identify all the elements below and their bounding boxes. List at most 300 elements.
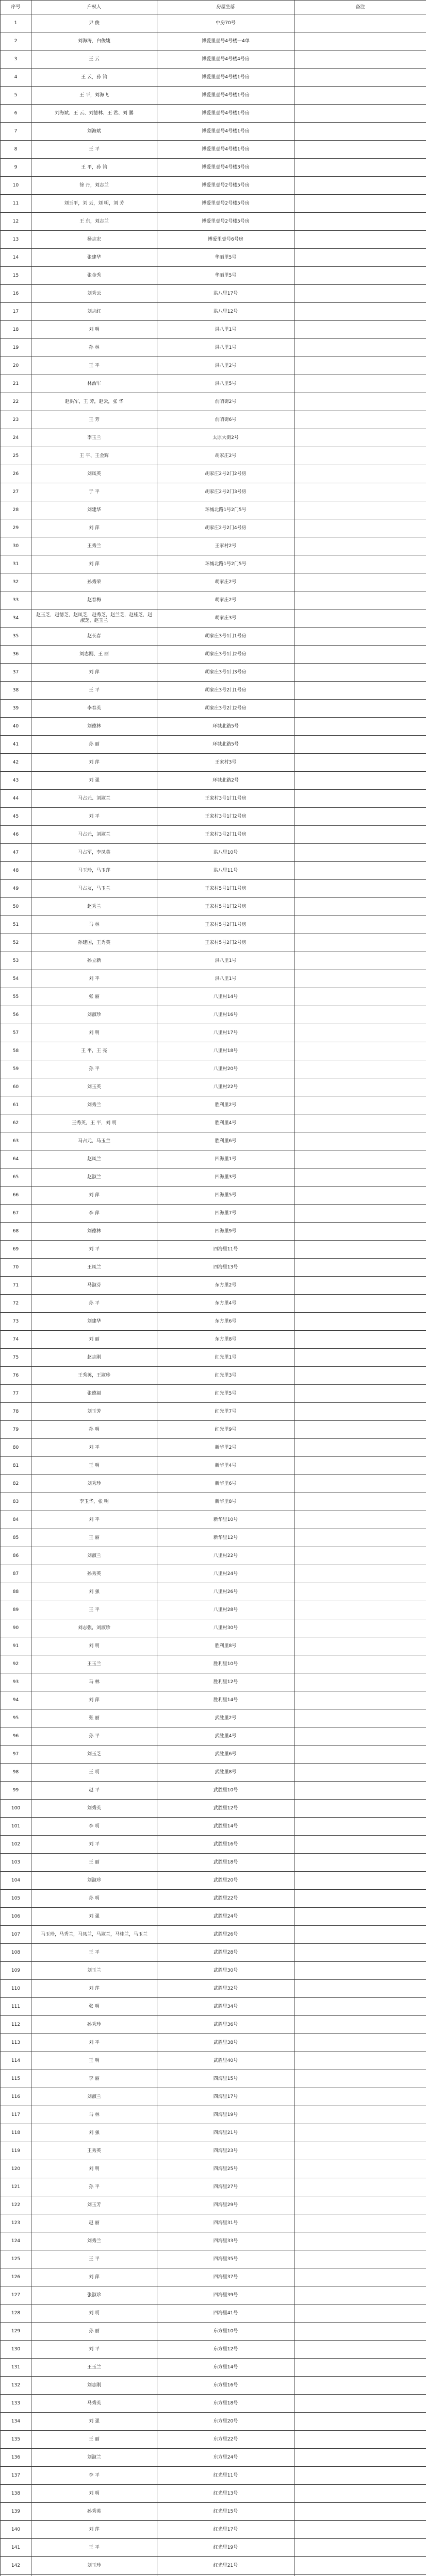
- cell-seq: 57: [1, 1024, 31, 1042]
- cell-seq: 126: [1, 2268, 31, 2286]
- cell-owner: 王 明: [31, 1764, 157, 1782]
- cell-owner: 王 平: [31, 141, 157, 159]
- cell-house-location: 八里村30号: [157, 1619, 294, 1637]
- table-row: [1, 519, 426, 537]
- cell-seq: 50: [1, 898, 31, 916]
- table-row: [1, 628, 426, 646]
- cell-remark: [294, 2142, 426, 2160]
- table-row: [1, 159, 426, 177]
- cell-remark: [294, 2449, 426, 2467]
- cell-house-location: 东方里6号: [157, 1313, 294, 1331]
- cell-remark: [294, 2160, 426, 2178]
- table-row: [1, 970, 426, 988]
- cell-remark: [294, 411, 426, 429]
- table-row: [1, 2413, 426, 2431]
- cell-remark: [294, 393, 426, 411]
- cell-seq: 95: [1, 1709, 31, 1727]
- cell-house-location: 武胜里2号: [157, 1709, 294, 1727]
- cell-seq: 134: [1, 2413, 31, 2431]
- cell-remark: [294, 664, 426, 682]
- cell-remark: [294, 483, 426, 501]
- cell-owner: 王 平，刘海飞: [31, 87, 157, 105]
- cell-remark: [294, 32, 426, 50]
- cell-seq: 22: [1, 393, 31, 411]
- cell-house-location: 胡家庄2号: [157, 591, 294, 609]
- table-row: [1, 1854, 426, 1872]
- table-row: [1, 2449, 426, 2467]
- cell-seq: 116: [1, 2088, 31, 2106]
- cell-owner: 孙 平: [31, 1727, 157, 1745]
- cell-seq: 91: [1, 1637, 31, 1655]
- cell-owner: 马占军，李凤英: [31, 844, 157, 862]
- cell-seq: 4: [1, 69, 31, 87]
- cell-seq: 136: [1, 2449, 31, 2467]
- cell-house-location: 东方里8号: [157, 1331, 294, 1349]
- cell-seq: 117: [1, 2106, 31, 2124]
- table-row: [1, 2232, 426, 2250]
- cell-seq: 86: [1, 1547, 31, 1565]
- cell-house-location: 武胜里16号: [157, 1836, 294, 1854]
- cell-house-location: 新华里6号: [157, 1475, 294, 1493]
- cell-seq: 21: [1, 375, 31, 393]
- table-row: [1, 1926, 426, 1944]
- table-row: [1, 105, 426, 123]
- cell-owner: 王 丽: [31, 1854, 157, 1872]
- cell-house-location: 洪八里12号: [157, 303, 294, 321]
- cell-remark: [294, 501, 426, 519]
- cell-seq: 61: [1, 1096, 31, 1114]
- cell-seq: 124: [1, 2232, 31, 2250]
- cell-remark: [294, 267, 426, 285]
- header-owner: 户权人: [31, 1, 157, 14]
- table-row: [1, 700, 426, 718]
- cell-owner: 孙 丽: [31, 736, 157, 754]
- cell-remark: [294, 123, 426, 141]
- cell-seq: 56: [1, 1006, 31, 1024]
- cell-owner: 刘 强: [31, 1583, 157, 1601]
- cell-remark: [294, 2323, 426, 2341]
- cell-seq: 66: [1, 1187, 31, 1205]
- cell-seq: 84: [1, 1511, 31, 1529]
- cell-remark: [294, 375, 426, 393]
- table-row: [1, 682, 426, 700]
- cell-seq: 30: [1, 537, 31, 555]
- cell-remark: [294, 718, 426, 736]
- cell-remark: [294, 1583, 426, 1601]
- cell-remark: [294, 1006, 426, 1024]
- cell-seq: 69: [1, 1241, 31, 1259]
- cell-house-location: 八里村20号: [157, 1060, 294, 1078]
- cell-owner: 赵玉芝，赵德芝，赵凤芝，赵秀芝，赵兰芝，赵桂芝，赵淑芝，赵玉兰: [31, 609, 157, 628]
- cell-owner: 刘秀云: [31, 285, 157, 303]
- cell-house-location: 武胜里24号: [157, 1908, 294, 1926]
- cell-seq: 41: [1, 736, 31, 754]
- table-row: [1, 50, 426, 69]
- cell-house-location: 四海里31号: [157, 2214, 294, 2232]
- cell-house-location: 博爱里壹号4号楼1号房: [157, 141, 294, 159]
- cell-remark: [294, 988, 426, 1006]
- cell-seq: 63: [1, 1132, 31, 1150]
- cell-remark: [294, 1132, 426, 1150]
- cell-remark: [294, 1367, 426, 1385]
- table-row: [1, 195, 426, 213]
- table-row: [1, 1024, 426, 1042]
- cell-owner: 张金秀: [31, 267, 157, 285]
- cell-remark: [294, 2070, 426, 2088]
- cell-remark: [294, 898, 426, 916]
- cell-seq: 29: [1, 519, 31, 537]
- cell-house-location: 四海里7号: [157, 1205, 294, 1223]
- cell-house-location: 武胜里38号: [157, 2034, 294, 2052]
- cell-seq: 44: [1, 790, 31, 808]
- cell-house-location: 武胜里8号: [157, 1764, 294, 1782]
- cell-owner: 刘凤英: [31, 465, 157, 483]
- cell-owner: 刘玉兰: [31, 1962, 157, 1980]
- table-row: [1, 2124, 426, 2142]
- cell-remark: [294, 1601, 426, 1619]
- cell-remark: [294, 1114, 426, 1132]
- cell-owner: 刘 明: [31, 2304, 157, 2323]
- cell-house-location: 红光里21号: [157, 2557, 294, 2575]
- cell-seq: 119: [1, 2142, 31, 2160]
- cell-owner: 刘 平: [31, 1836, 157, 1854]
- table-row: [1, 1006, 426, 1024]
- cell-owner: 刘 萍: [31, 2521, 157, 2539]
- table-row: [1, 2503, 426, 2521]
- cell-owner: 王 丽: [31, 2431, 157, 2449]
- cell-owner: 赵志刚: [31, 1349, 157, 1367]
- cell-owner: 马占元、刘淑兰: [31, 790, 157, 808]
- cell-owner: 刘 平: [31, 1241, 157, 1259]
- cell-seq: 79: [1, 1421, 31, 1439]
- cell-house-location: 东方里22号: [157, 2431, 294, 2449]
- cell-house-location: 红光里5号: [157, 1385, 294, 1403]
- table-row: [1, 790, 426, 808]
- cell-seq: 108: [1, 1944, 31, 1962]
- cell-remark: [294, 2214, 426, 2232]
- cell-house-location: 环城北路2号: [157, 772, 294, 790]
- cell-house-location: 胜利里10号: [157, 1655, 294, 1673]
- cell-remark: [294, 1691, 426, 1709]
- cell-remark: [294, 2304, 426, 2323]
- cell-seq: 23: [1, 411, 31, 429]
- cell-seq: 8: [1, 141, 31, 159]
- cell-remark: [294, 1259, 426, 1277]
- cell-house-location: 四海里13号: [157, 1259, 294, 1277]
- cell-seq: 123: [1, 2214, 31, 2232]
- cell-owner: 刘 明: [31, 321, 157, 339]
- cell-house-location: 胡家庄2号2门3号房: [157, 483, 294, 501]
- cell-owner: 王 平: [31, 2250, 157, 2268]
- cell-house-location: 王家村5号1门2号房: [157, 898, 294, 916]
- cell-house-location: 胡家庄3号1门3号房: [157, 664, 294, 682]
- cell-seq: 96: [1, 1727, 31, 1745]
- cell-seq: 43: [1, 772, 31, 790]
- cell-owner: 刘 平: [31, 2034, 157, 2052]
- cell-owner: 刘玉芳: [31, 2196, 157, 2214]
- cell-house-location: 东方里20号: [157, 2413, 294, 2431]
- cell-remark: [294, 1745, 426, 1764]
- table-row: [1, 1132, 426, 1150]
- cell-owner: 王玉兰: [31, 1655, 157, 1673]
- cell-remark: [294, 1529, 426, 1547]
- table-row: [1, 1096, 426, 1114]
- cell-seq: 71: [1, 1277, 31, 1295]
- cell-owner: 刘 丽: [31, 1331, 157, 1349]
- cell-house-location: 武胜里32号: [157, 1980, 294, 1998]
- table-row: [1, 2323, 426, 2341]
- table-row: [1, 177, 426, 195]
- cell-remark: [294, 736, 426, 754]
- table-row: [1, 1295, 426, 1313]
- cell-remark: [294, 2485, 426, 2503]
- cell-owner: 赵凤兰: [31, 1150, 157, 1168]
- cell-seq: 42: [1, 754, 31, 772]
- cell-house-location: 胜利里4号: [157, 1114, 294, 1132]
- cell-owner: 徐 丹，刘志兰: [31, 177, 157, 195]
- cell-remark: [294, 2557, 426, 2575]
- cell-owner: 杨志宏: [31, 231, 157, 249]
- cell-house-location: 四海里39号: [157, 2286, 294, 2304]
- cell-owner: 刘海斌: [31, 123, 157, 141]
- cell-remark: [294, 105, 426, 123]
- table-row: [1, 69, 426, 87]
- cell-owner: 刘淑珍: [31, 1006, 157, 1024]
- table-row: [1, 2196, 426, 2214]
- cell-seq: 9: [1, 159, 31, 177]
- cell-owner: 王 平: [31, 682, 157, 700]
- cell-remark: [294, 2467, 426, 2485]
- cell-remark: [294, 952, 426, 970]
- cell-owner: 林治军: [31, 375, 157, 393]
- cell-house-location: 四海里9号: [157, 1223, 294, 1241]
- table-row: [1, 736, 426, 754]
- table-row: [1, 1601, 426, 1619]
- cell-seq: 125: [1, 2250, 31, 2268]
- cell-owner: 孙建国，王秀英: [31, 934, 157, 952]
- cell-owner: 刘淑兰: [31, 1547, 157, 1565]
- cell-house-location: 洪八里5号: [157, 375, 294, 393]
- cell-owner: 张 丽: [31, 988, 157, 1006]
- cell-owner: 刘 萍: [31, 2268, 157, 2286]
- cell-remark: [294, 1187, 426, 1205]
- table-row: [1, 2539, 426, 2557]
- cell-house-location: 四海里1号: [157, 1150, 294, 1168]
- cell-house-location: 环城北路5号: [157, 718, 294, 736]
- cell-house-location: 胜利里8号: [157, 1637, 294, 1655]
- cell-remark: [294, 1457, 426, 1475]
- cell-house-location: 博爱里壹号4号楼4号房: [157, 50, 294, 69]
- cell-owner: 刘玉珍: [31, 2557, 157, 2575]
- cell-owner: 王 平、王金辉: [31, 447, 157, 465]
- table-row: [1, 14, 426, 32]
- cell-house-location: 洪八里1号: [157, 970, 294, 988]
- table-row: [1, 213, 426, 231]
- cell-remark: [294, 754, 426, 772]
- table-row: [1, 2052, 426, 2070]
- table-row: [1, 2214, 426, 2232]
- cell-owner: 孙 明: [31, 1421, 157, 1439]
- cell-seq: 111: [1, 1998, 31, 2016]
- cell-house-location: 武胜里40号: [157, 2052, 294, 2070]
- table-row: [1, 1565, 426, 1583]
- table-row: [1, 988, 426, 1006]
- cell-house-location: 四海里27号: [157, 2178, 294, 2196]
- cell-seq: 98: [1, 1764, 31, 1782]
- cell-owner: 刘海斌、王 云、刘德林、王 君、刘 鹏: [31, 105, 157, 123]
- cell-house-location: 环城北路5号: [157, 736, 294, 754]
- cell-house-location: 博爱里壹号4号楼1号房: [157, 87, 294, 105]
- cell-house-location: 八里村17号: [157, 1024, 294, 1042]
- cell-house-location: 胜利里12号: [157, 1673, 294, 1691]
- table-row: [1, 339, 426, 357]
- table-row: [1, 1944, 426, 1962]
- cell-house-location: 博爱里壹号6号房: [157, 231, 294, 249]
- cell-house-location: 四海里33号: [157, 2232, 294, 2250]
- cell-remark: [294, 1800, 426, 1818]
- cell-house-location: 洪八里1号: [157, 321, 294, 339]
- cell-owner: 张德福: [31, 1385, 157, 1403]
- table-row: [1, 2250, 426, 2268]
- cell-seq: 26: [1, 465, 31, 483]
- cell-seq: 52: [1, 934, 31, 952]
- cell-remark: [294, 1295, 426, 1313]
- table-row: [1, 2377, 426, 2395]
- table-row: [1, 231, 426, 249]
- cell-owner: 李玉华，张 明: [31, 1493, 157, 1511]
- cell-owner: 王秀英，王 平，刘 明: [31, 1114, 157, 1132]
- cell-owner: 刘德林: [31, 718, 157, 736]
- table-row: [1, 1890, 426, 1908]
- table-row: [1, 285, 426, 303]
- cell-owner: 李 丽: [31, 2070, 157, 2088]
- cell-house-location: 博爱里壹号4号楼1号房: [157, 69, 294, 87]
- cell-house-location: 红光里13号: [157, 2485, 294, 2503]
- cell-seq: 49: [1, 880, 31, 898]
- cell-remark: [294, 790, 426, 808]
- cell-owner: 马 林: [31, 1673, 157, 1691]
- cell-owner: 刘志强，刘淑珍: [31, 1619, 157, 1637]
- cell-house-location: 东方里24号: [157, 2449, 294, 2467]
- cell-owner: 赵春梅: [31, 591, 157, 609]
- cell-house-location: 环城北路1号2门5号: [157, 501, 294, 519]
- cell-seq: 83: [1, 1493, 31, 1511]
- cell-house-location: 博爱里壹号4号楼3号房: [157, 159, 294, 177]
- cell-seq: 59: [1, 1060, 31, 1078]
- table-row: [1, 267, 426, 285]
- cell-remark: [294, 1060, 426, 1078]
- table-row: [1, 826, 426, 844]
- table-row: [1, 573, 426, 591]
- cell-seq: 64: [1, 1150, 31, 1168]
- cell-seq: 132: [1, 2377, 31, 2395]
- cell-owner: 于 平: [31, 483, 157, 501]
- cell-seq: 99: [1, 1782, 31, 1800]
- table-row: [1, 555, 426, 573]
- cell-owner: 马占元，马玉兰: [31, 1132, 157, 1150]
- cell-remark: [294, 1331, 426, 1349]
- cell-house-location: 四海里3号: [157, 1168, 294, 1187]
- table-row: [1, 1403, 426, 1421]
- cell-remark: [294, 2341, 426, 2359]
- cell-remark: [294, 1926, 426, 1944]
- table-row: [1, 1349, 426, 1367]
- cell-seq: 93: [1, 1673, 31, 1691]
- cell-remark: [294, 1673, 426, 1691]
- table-row: [1, 357, 426, 375]
- table-row: [1, 2268, 426, 2286]
- table-row: [1, 1259, 426, 1277]
- cell-seq: 65: [1, 1168, 31, 1187]
- cell-owner: 刘秀英: [31, 1800, 157, 1818]
- cell-remark: [294, 1944, 426, 1962]
- cell-seq: 77: [1, 1385, 31, 1403]
- cell-seq: 73: [1, 1313, 31, 1331]
- cell-seq: 3: [1, 50, 31, 69]
- cell-house-location: 武胜里6号: [157, 1745, 294, 1764]
- cell-remark: [294, 573, 426, 591]
- cell-owner: 孙秀珍: [31, 2016, 157, 2034]
- cell-seq: 97: [1, 1745, 31, 1764]
- cell-house-location: 王家村5号2门2号房: [157, 934, 294, 952]
- table-row: [1, 609, 426, 628]
- cell-owner: 孙立新: [31, 952, 157, 970]
- cell-owner: 王玉兰: [31, 2359, 157, 2377]
- cell-owner: 刘建华: [31, 501, 157, 519]
- cell-remark: [294, 1908, 426, 1926]
- cell-owner: 刘 平: [31, 1439, 157, 1457]
- cell-owner: 张淑珍: [31, 2286, 157, 2304]
- cell-house-location: 新华里4号: [157, 1457, 294, 1475]
- table-row: [1, 141, 426, 159]
- cell-owner: 李春英: [31, 700, 157, 718]
- cell-seq: 25: [1, 447, 31, 465]
- cell-house-location: 洪八里1号: [157, 952, 294, 970]
- table-row: [1, 1727, 426, 1745]
- cell-owner: 刘 明: [31, 1637, 157, 1655]
- cell-owner: 赵 丽: [31, 2214, 157, 2232]
- cell-owner: 刘 明: [31, 2485, 157, 2503]
- cell-owner: 王 云: [31, 50, 157, 69]
- table-row: [1, 1782, 426, 1800]
- cell-house-location: 红光里17号: [157, 2521, 294, 2539]
- table-row: [1, 1709, 426, 1727]
- cell-house-location: 四海里37号: [157, 2268, 294, 2286]
- cell-house-location: 胡家庄2号2门2号房: [157, 465, 294, 483]
- table-row: [1, 1818, 426, 1836]
- cell-seq: 130: [1, 2341, 31, 2359]
- cell-seq: 13: [1, 231, 31, 249]
- cell-seq: 75: [1, 1349, 31, 1367]
- table-row: [1, 1421, 426, 1439]
- cell-seq: 28: [1, 501, 31, 519]
- table-row: [1, 501, 426, 519]
- cell-remark: [294, 14, 426, 32]
- cell-seq: 31: [1, 555, 31, 573]
- cell-owner: 刘志红: [31, 303, 157, 321]
- cell-owner: 刘秀珍: [31, 1475, 157, 1493]
- table-row: [1, 393, 426, 411]
- cell-remark: [294, 609, 426, 628]
- cell-owner: 孙 明: [31, 1890, 157, 1908]
- table-row: [1, 646, 426, 664]
- table-row: [1, 1800, 426, 1818]
- cell-owner: 王 芳: [31, 411, 157, 429]
- cell-seq: 1: [1, 14, 31, 32]
- cell-seq: 58: [1, 1042, 31, 1060]
- cell-remark: [294, 2359, 426, 2377]
- cell-seq: 62: [1, 1114, 31, 1132]
